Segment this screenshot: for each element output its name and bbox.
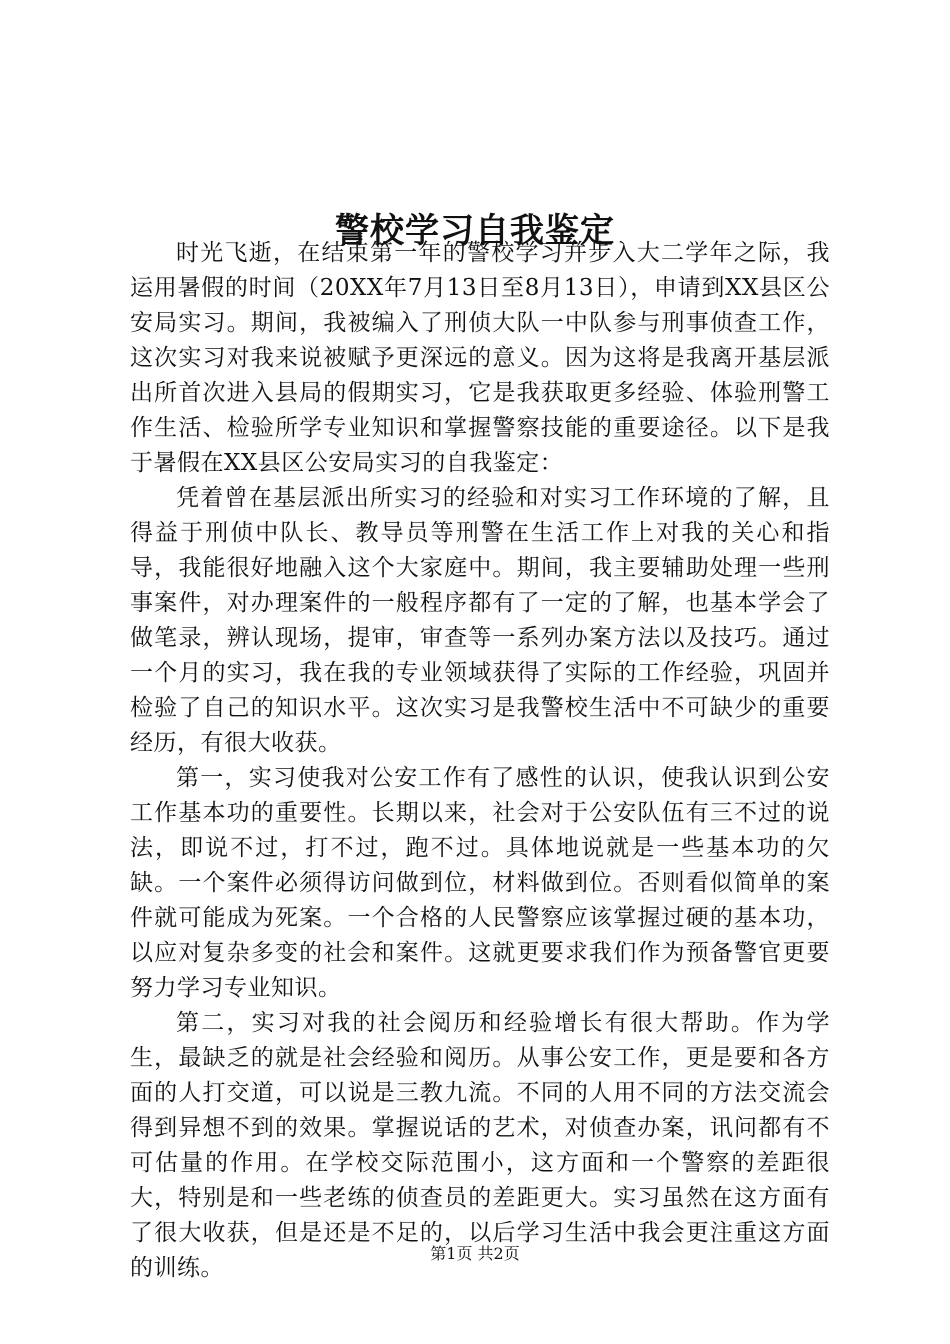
- paragraph-intro: 时光飞逝，在结束第一年的警校学习并步入大二学年之际，我运用暑假的时间（20XX年7月13日至8月13日），申请到XX县区公安局实习。期间，我被编入了刑侦大队一中队参与刑事侦查工作，这次实习对我来说被赋予更深远的意义。因为这将是我离开基层派出所首次进入县局的假期实习，它是我获取更多经验、体验刑警工作生活、检验所学专业知识和掌握警察技能的重要途径。以下是我于暑假在XX县区公安局实习的自我鉴定：: [130, 240, 830, 476]
- paragraph-first-point: 第一，实习使我对公安工作有了感性的认识，使我认识到公安工作基本功的重要性。长期以来，社会对于公安队伍有三不过的说法，即说不过，打不过，跑不过。具体地说就是一些基本功的欠缺。一个案件必须得访问做到位，材料做到位。否则看似简单的案件就可能成为死案。一个合格的人民警察应该掌握过硬的基本功，以应对复杂多变的社会和案件。这就更要求我们作为预备警官更要努力学习专业知识。: [130, 765, 830, 1001]
- document-body: [130, 236, 830, 1286]
- paragraph-second-point: 第二，实习对我的社会阅历和经验增长有很大帮助。作为学生，最缺乏的就是社会经验和阅历。从事公安工作，更是要和各方面的人打交道，可以说是三教九流。不同的人用不同的方法交流会得到异想不到的效果。掌握说话的艺术，对侦查办案，讯问都有不可估量的作用。在学校交际范围小，这方面和一个警察的差距很大，特别是和一些老练的侦查员的差距更大。实习虽然在这方面有了很大收获，但是还是不足的，以后学习生活中我会更注重这方面的训练。: [130, 1010, 830, 1281]
- page-number-footer: 第1页 共2页: [430, 1244, 520, 1263]
- paragraph-experience: 凭着曾在基层派出所实习的经验和对实习工作环境的了解，且得益于刑侦中队长、教导员等刑警在生活工作上对我的关心和指导，我能很好地融入这个大家庭中。期间，我主要辅助处理一些刑事案件，对办理案件的一般程序都有了一定的了解，也基本学会了做笔录，辨认现场，提审，审查等一系列办案方法以及技巧。通过一个月的实习，我在我的专业领域获得了实际的工作经验，巩固并检验了自己的知识水平。这次实习是我警校生活中不可缺少的重要经历，有很大收获。: [130, 485, 830, 756]
- document-title: 警校学习自我鉴定: [335, 210, 615, 251]
